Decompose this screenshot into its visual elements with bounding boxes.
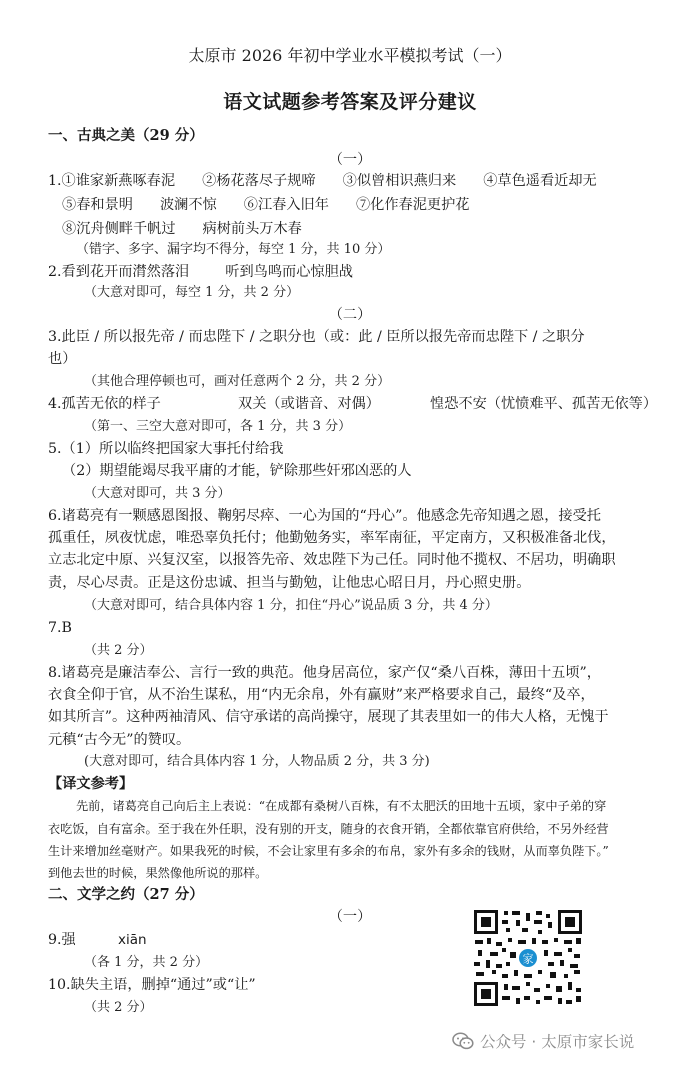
q1-line3: ⑧沉舟侧畔千帆过 病树前头万木春 xyxy=(62,221,302,237)
q8-line1: 8.诸葛亮是廉洁奉公、言行一致的典范。他身居高位，家产仅“桑八百株，薄田十五顷”， xyxy=(48,665,601,681)
q8-line4: 元稹“古今无”的赞叹。 xyxy=(48,732,191,748)
q4-answer-c: 惶恐不安（忧愤难平、孤苦无依等） xyxy=(430,396,658,412)
subsection-1: （一） xyxy=(328,152,372,168)
subsection-2: （二） xyxy=(328,307,372,323)
translation-line4: 到他去世的时候，果然像他所说的那样。 xyxy=(48,866,268,880)
q6-line1: 6.诸葛亮有一颗感恩图报、鞠躬尽瘁、一心为国的“丹心”。他感念先帝知遇之恩，接受托 xyxy=(48,508,601,524)
wechat-icon xyxy=(452,1032,474,1050)
q3-scoring-note: （其他合理停顿也可，画对任意两个 2 分，共 2 分） xyxy=(84,374,391,389)
qr-finder-bottom-left xyxy=(474,982,498,1006)
section-heading-classics: 一、古典之美（29 分） xyxy=(48,127,204,144)
q9-answer-a: 9.强 xyxy=(48,932,76,948)
q5-scoring-note: （大意对即可，共 3 分） xyxy=(84,486,231,501)
translation-heading: 【译文参考】 xyxy=(48,776,134,792)
translation-line3: 生计来增加丝毫财产。如果我死的时候，不会让家里有多余的布帛，家外有多余的钱财，从而辜负陛下。” xyxy=(48,844,609,858)
q5-answer-2: （2）期望能竭尽我平庸的才能，铲除那些奸邪凶恶的人 xyxy=(62,463,412,479)
q1-line1-text: 1.①谁家新燕啄春泥 ②杨花落尽子规啼 ③似曾相识燕归来 ④草色遥看近却无 xyxy=(48,173,597,189)
section-heading-literature: 二、文学之约（27 分） xyxy=(48,886,204,903)
answer-key-title: 语文试题参考答案及评分建议 xyxy=(223,91,477,113)
qr-finder-top-right xyxy=(558,910,582,934)
q10-answer: 10.缺失主语，删掉“通过”或“让” xyxy=(48,977,256,993)
q2-scoring-note: （大意对即可，每空 1 分，共 2 分） xyxy=(84,285,300,300)
q5-answer-1: 5.（1）所以临终把国家大事托付给我 xyxy=(48,441,284,457)
q1-scoring-note: （错字、多字、漏字均不得分，每空 1 分，共 10 分） xyxy=(76,242,391,257)
translation-line1: 先前，诸葛亮自己向后主上表说：“在成都有桑树八百株，有不太肥沃的田地十五顷，家中子弟的穿 xyxy=(76,799,607,813)
q8-line2: 衣食全仰于官，从不治生谋私，用“内无余帛，外有赢财”来严格要求自己，最终“及卒， xyxy=(48,687,595,703)
q8-line3: 如其所言”。这种两袖清风、信守承诺的高尚操守，展现了其表里如一的伟大人格，无愧于 xyxy=(48,709,609,725)
q6-line2: 孤重任，夙夜忧虑，唯恐辜负托付；他勤勉务实，率军南征，平定南方，又积极准备北伐， xyxy=(48,530,616,546)
subsection-2-1: （一） xyxy=(328,909,372,925)
q4-answer-a: 4.孤苦无依的样子 xyxy=(48,396,161,412)
q1-line1 xyxy=(48,171,597,191)
qr-finder-top-left xyxy=(474,910,498,934)
watermark xyxy=(452,1030,634,1052)
qr-logo-char: 家 xyxy=(522,952,534,966)
q7-answer: 7.B xyxy=(48,620,72,636)
q4-scoring-note: （第一、三空大意对即可，各 1 分，共 3 分） xyxy=(84,419,352,434)
q10-scoring-note: （共 2 分） xyxy=(84,1000,153,1015)
q2-answer: 2.看到花开而潸然落泪 听到鸟鸣而心惊胆战 xyxy=(48,264,353,280)
exam-title: 太原市 2026 年初中学业水平模拟考试（一） xyxy=(188,46,512,65)
q9-answer-b: xiān xyxy=(118,932,147,948)
q3-line1: 3.此臣 / 所以报先帝 / 而忠陛下 / 之职分也（或：此 / 臣所以报先帝而忠陛下 / 之职分 xyxy=(48,329,585,345)
q6-line3: 立志北定中原、兴复汉室，以报答先帝、效忠陛下为己任。同时他不揽权、不居功，明确职 xyxy=(48,552,616,568)
watermark-text: 公众号 · 太原市家长说 xyxy=(480,1033,635,1051)
q7-scoring-note: （共 2 分） xyxy=(84,643,153,658)
q1-line2: ⑤春和景明 波澜不惊 ⑥江春入旧年 ⑦化作春泥更护花 xyxy=(62,197,470,213)
q6-scoring-note: （大意对即可，结合具体内容 1 分，扣住“丹心”说品质 3 分，共 4 分） xyxy=(84,598,498,613)
q4-answer-b: 双关（或谐音、对偶） xyxy=(238,396,380,412)
q3-line2: 也） xyxy=(48,351,77,367)
q8-scoring-note: (大意对即可，结合具体内容 1 分，人物品质 2 分，共 3 分) xyxy=(84,754,430,769)
q9-scoring-note: （各 1 分，共 2 分） xyxy=(84,955,209,970)
qr-code[interactable] xyxy=(472,908,584,1008)
translation-line2: 衣吃饭，自有富余。至于我在外任职，没有别的开支，随身的衣食开销，全都依靠官府供给，不另外经营 xyxy=(48,822,609,836)
q6-line4: 责，尽心尽责。正是这份忠诚、担当与勤勉，让他忠心昭日月，丹心照史册。 xyxy=(48,575,531,591)
